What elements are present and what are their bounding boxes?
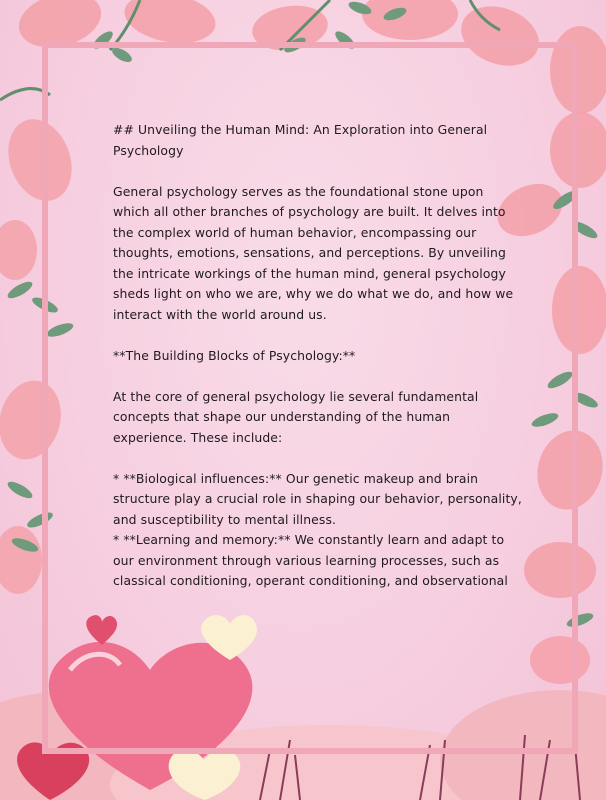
intro-paragraph: General psychology serves as the foundational stone upon which all other branches of psychology are built. It delves into the complex world of human behavior, encompassing our thoughts, emotions, sensations, and perceptions. By unveiling the intricate workings of the human mind, general psychology sheds light on who we are, why we do what we do, and how we interact with the world around us. <box>113 183 514 322</box>
section-heading: **The Building Blocks of Psychology:** <box>113 347 356 363</box>
list-item: * **Learning and memory:** We constantly learn and adapt to our environment through various learning processes, such as classical conditioning, operant conditioning, and observational <box>113 532 508 588</box>
list-item: * **Biological influences:** Our genetic makeup and brain structure play a crucial role in shaping our behavior, personality, and susceptibility to mental illness. <box>113 470 522 527</box>
section-intro-paragraph: At the core of general psychology lie several fundamental concepts that shape our understanding of the human experience. These include: <box>113 388 479 445</box>
document-body <box>113 120 523 592</box>
document-heading: ## Unveiling the Human Mind: An Exploration into General Psychology <box>113 122 488 158</box>
